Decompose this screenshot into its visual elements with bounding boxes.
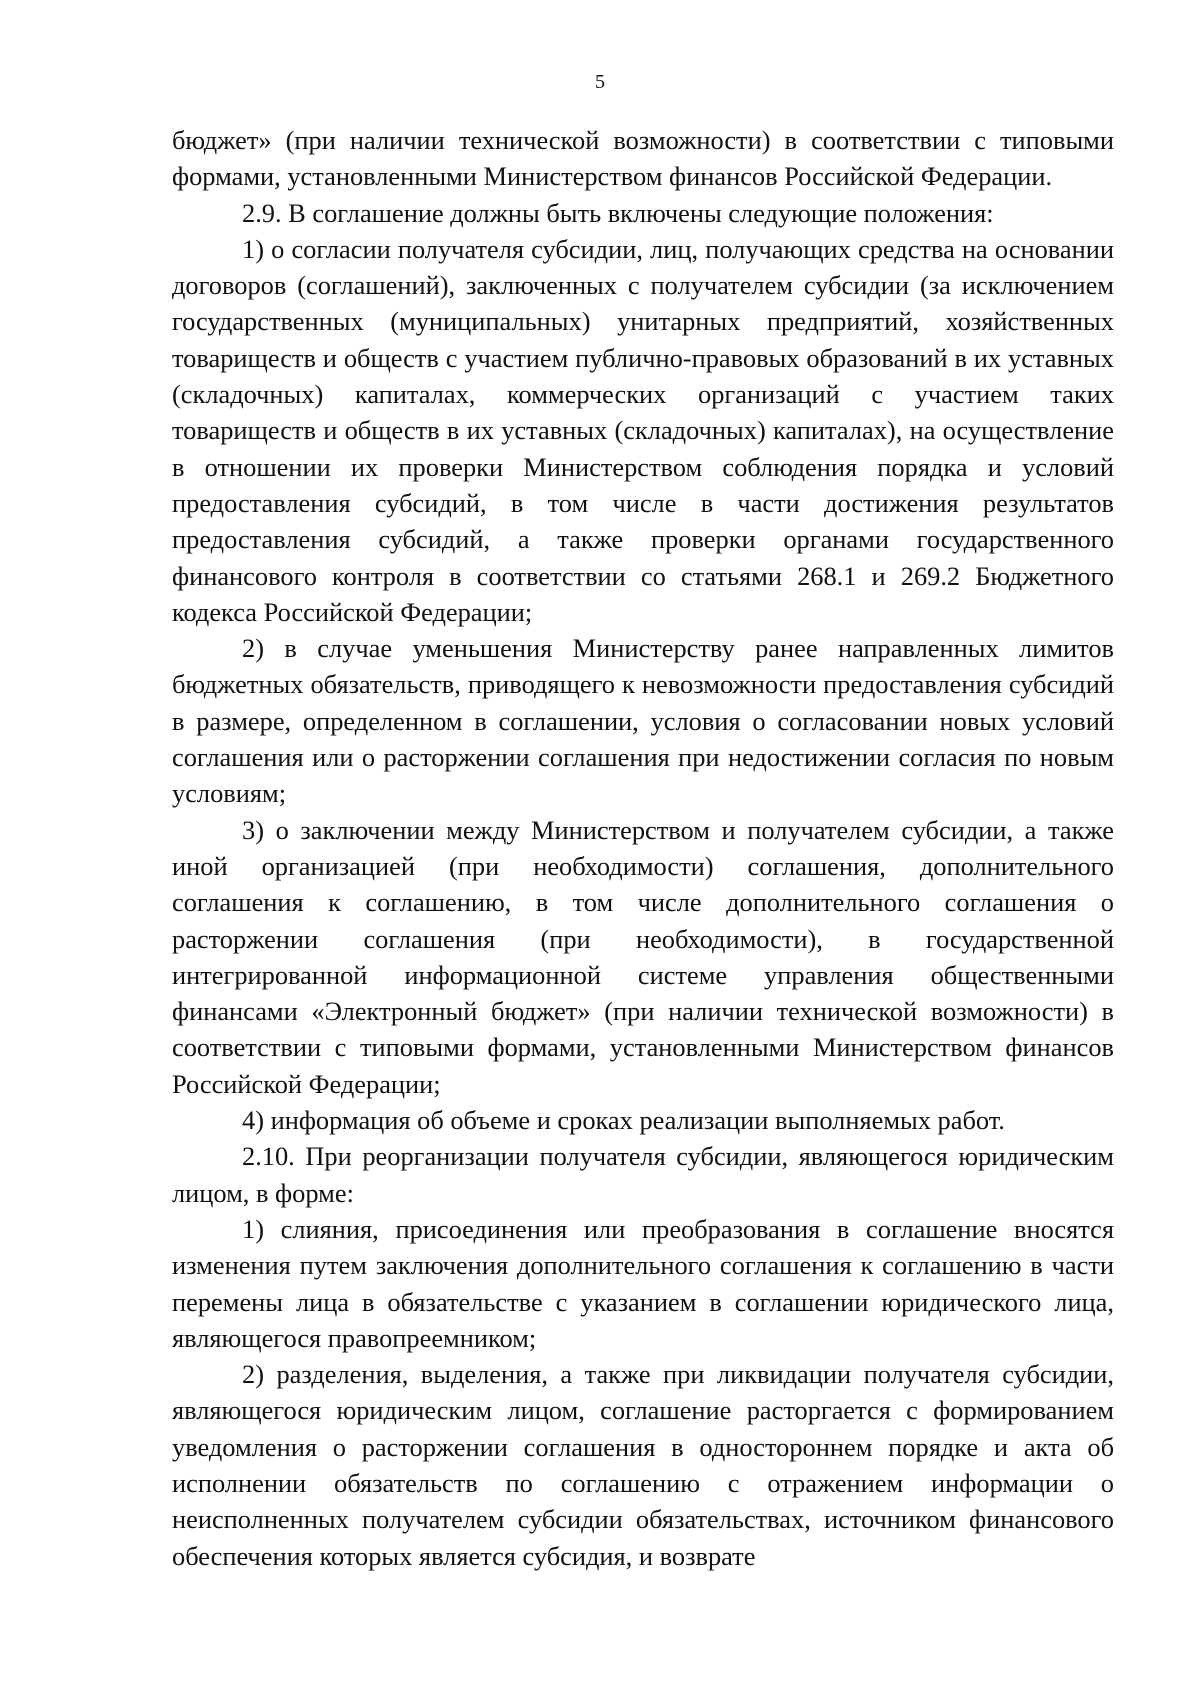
- paragraph: 4) информация об объеме и сроках реализации выполняемых работ.: [242, 1105, 1005, 1136]
- paragraph: 1) о согласии получателя субсидии, лиц, получающих средства на основании договоров (соглашений), заключенных с получателем субсидии (за исключением государственных (муниципальных) унитарных предприятий, хозяйственных товариществ и обществ с участием публично-правовых образований в их уставных (складочных) капиталах, коммерческих организаций с участием таких товариществ и обществ в их уставных (складочных) капиталах), на осуществление в отношении их проверки Министерством соблюдения порядка и условий предоставления субсидий, в том числе в части достижения результатов предоставления субсидий, а также проверки органами государственного финансового контроля в соответствии со статьями 268.1 и 269.2 Бюджетного кодекса Российской Федерации;: [172, 233, 1114, 627]
- paragraph: 3) о заключении между Министерством и получателем субсидии, а также иной организацией (при необходимости) соглашения, дополнительного соглашения к соглашению, в том числе дополнительного соглашения о расторжении соглашения (при необходимости), в государственной интегрированной информационной системе управления общественными финансами «Электронный бюджет» (при наличии технической возможности) в соответствии с типовыми формами, установленными Министерством финансов Российской Федерации;: [172, 814, 1114, 1099]
- paragraph: бюджет» (при наличии технической возможности) в соответствии с типовыми формами, установленными Министерством финансов Российской Федерации.: [172, 125, 1114, 192]
- document-body: [172, 122, 1114, 1574]
- paragraph: 2.10. При реорганизации получателя субсидии, являющегося юридическим лицом, в форме:: [172, 1141, 1114, 1208]
- paragraph: 2) разделения, выделения, а также при ликвидации получателя субсидии, являющегося юридическим лицом, соглашение расторгается с формированием уведомления о расторжении соглашения в одностороннем порядке и акта об исполнении обязательств по соглашению с отражением информации о неисполненных получателем субсидии обязательствах, источником финансового обеспечения которых является субсидия, и возврате: [172, 1359, 1114, 1571]
- paragraph: 1) слияния, присоединения или преобразования в соглашение вносятся изменения путем заключения дополнительного соглашения к соглашению в части перемены лица в обязательстве с указанием в соглашении юридического лица, являющегося правопреемником;: [172, 1213, 1114, 1353]
- page-number: 5: [595, 71, 605, 93]
- paragraph: 2) в случае уменьшения Министерству ранее направленных лимитов бюджетных обязательств, приводящего к невозможности предоставления субсидий в размере, определенном в соглашении, условия о согласовании новых условий соглашения или о расторжении соглашения при недостижении согласия по новым условиям;: [172, 633, 1114, 809]
- paragraph: 2.9. В соглашение должны быть включены следующие положения:: [242, 197, 994, 228]
